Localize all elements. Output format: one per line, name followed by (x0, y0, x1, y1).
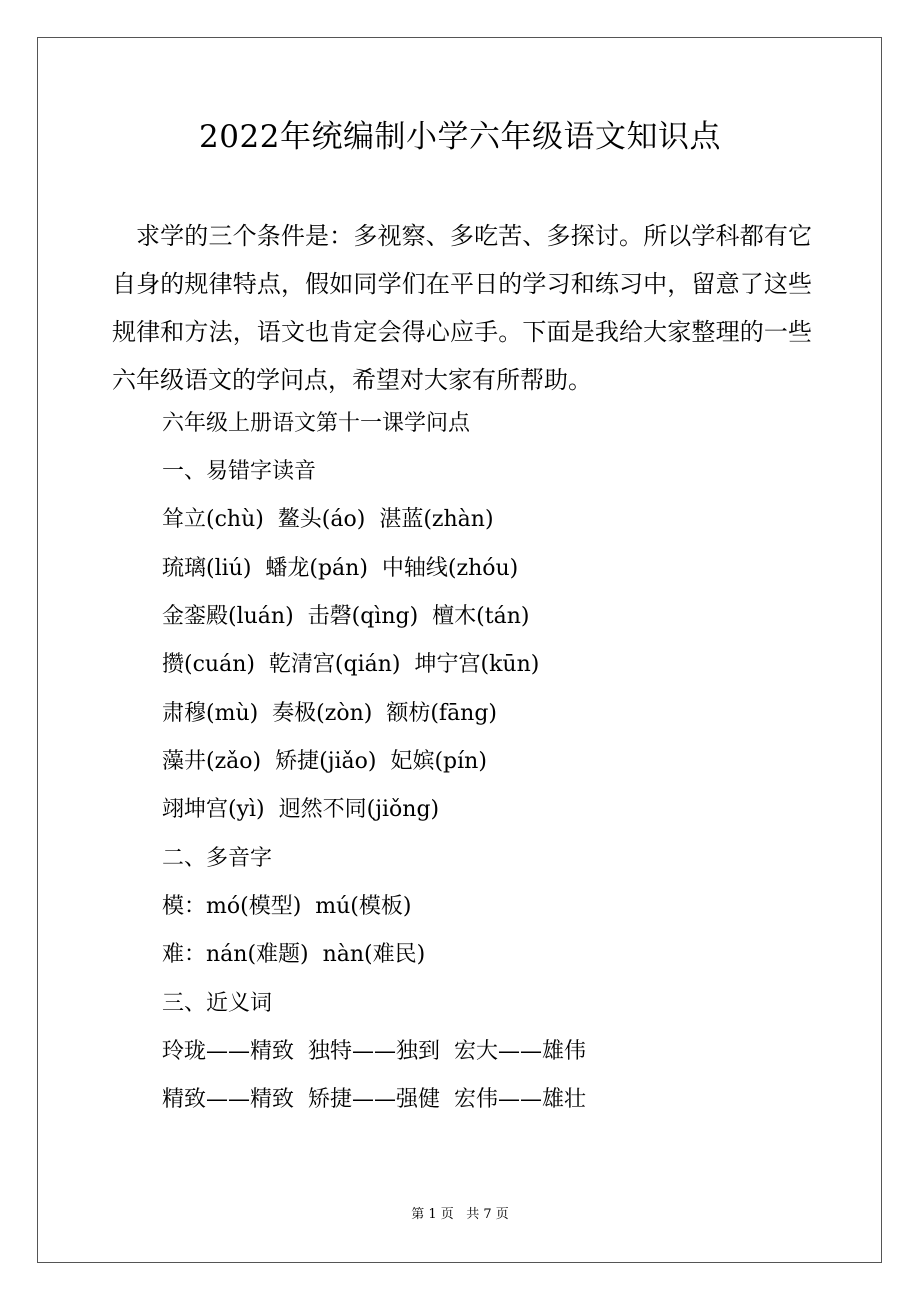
synonym-line: 精致——精致 矫捷——强健 宏伟——雄壮 (162, 1087, 586, 1112)
intro-paragraph: 求学的三个条件是：多视察、多吃苦、多探讨。所以学科都有它自身的规律特点，假如同学们在平日的学习和练习中，留意了这些规律和方法，语文也肯定会得心应手。下面是我给大家整理的一些六年级语文的学问点，希望对大家有所帮助。 (112, 222, 812, 394)
polyphone-line: 难：nán(难题) nàn(难民) (162, 942, 426, 967)
pronunciation-line: 琉璃(liú) 蟠龙(pán) 中轴线(zhóu) (162, 556, 519, 581)
pronunciation-line: 金銮殿(luán) 击磬(qìng) 檀木(tán) (162, 604, 530, 629)
section-heading-lesson: 六年级上册语文第十一课学问点 (162, 411, 471, 436)
section-heading-polyphone: 二、多音字 (162, 846, 273, 871)
synonym-line: 玲珑——精致 独特——独到 宏大——雄伟 (162, 1039, 586, 1064)
section-heading-synonyms: 三、近义词 (162, 991, 273, 1016)
pronunciation-line: 肃穆(mù) 奏极(zòn) 额枋(fāng) (162, 701, 498, 726)
section-heading-pronunciation: 一、易错字读音 (162, 459, 317, 484)
polyphone-line: 模：mó(模型) mú(模板) (162, 894, 412, 919)
document-title: 2022年统编制小学六年级语文知识点 (199, 119, 721, 155)
pronunciation-line: 耸立(chù) 鳌头(áo) 湛蓝(zhàn) (162, 507, 494, 532)
pronunciation-line: 翊坤宫(yì) 迥然不同(jiǒng) (162, 797, 440, 822)
pronunciation-line: 攒(cuán) 乾清宫(qián) 坤宁宫(kūn) (162, 652, 540, 677)
pronunciation-line: 藻井(zǎo) 矫捷(jiǎo) 妃嫔(pín) (162, 749, 487, 774)
page-footer: 第 1 页 共 7 页 (411, 1207, 509, 1222)
